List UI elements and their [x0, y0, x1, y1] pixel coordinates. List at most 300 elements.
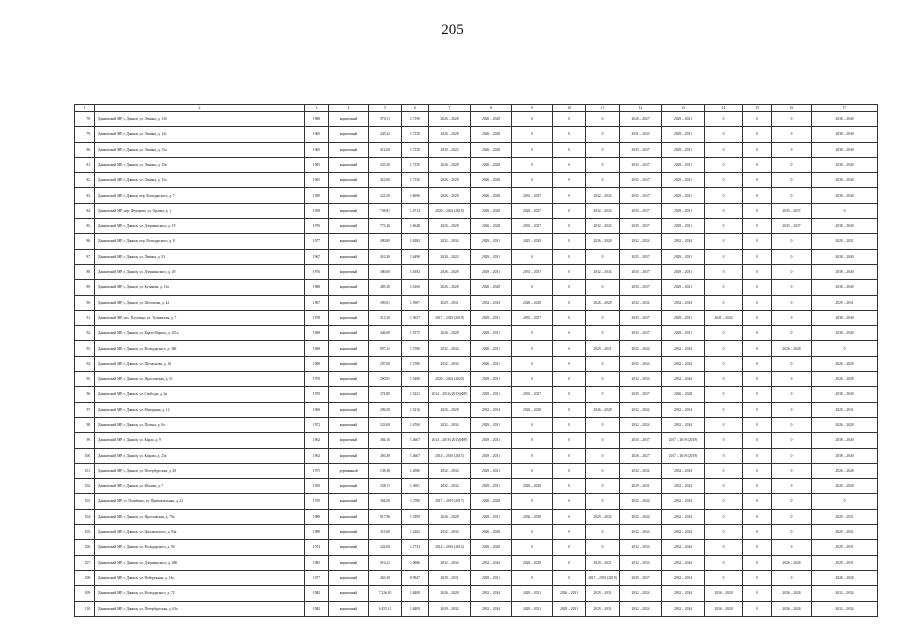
row-number: 101.: [75, 463, 95, 478]
row-number: 91.: [75, 310, 95, 325]
table-cell: 1.5907: [402, 295, 429, 310]
table-cell: 0: [772, 112, 812, 127]
table-cell: 0: [705, 402, 743, 417]
table-cell: 2026 – 2027: [512, 203, 553, 218]
table-cell: 2038 – 2040: [812, 173, 878, 188]
table-cell: 970,11: [369, 112, 402, 127]
table-cell: 2035 – 2037: [512, 188, 553, 203]
table-cell: 2032 – 2034: [620, 417, 662, 432]
table-cell: 0: [586, 326, 620, 341]
table-cell: кирпичный: [329, 356, 369, 371]
table-cell: 0: [586, 157, 620, 172]
table-cell: 2026 – 2028: [812, 570, 878, 585]
table-cell: 0: [772, 127, 812, 142]
table-cell: 315,00: [369, 525, 402, 540]
table-cell: 0: [553, 203, 586, 218]
table-cell: кирпичный: [329, 402, 369, 417]
table-cell: 0: [743, 264, 772, 279]
table-cell: 296,50: [369, 402, 402, 417]
table-cell: 0: [743, 448, 772, 463]
row-number: 107.: [75, 555, 95, 570]
table-cell: 2031 – 2033: [620, 127, 662, 142]
table-cell: 2038 – 2040: [812, 280, 878, 295]
table-cell: 0: [743, 234, 772, 249]
table-cell: 1977: [305, 570, 329, 585]
table-row: [75, 142, 878, 157]
table-cell: 2026 – 2028: [586, 234, 620, 249]
table-cell: 0: [553, 310, 586, 325]
table-cell: 0: [512, 448, 553, 463]
table-cell: 2026 – 2028: [429, 188, 471, 203]
table-row: [75, 479, 878, 494]
table-cell: 0: [705, 295, 743, 310]
table-cell: 0: [512, 127, 553, 142]
table-cell: 0: [512, 494, 553, 509]
table-cell: кирпичный: [329, 601, 369, 616]
table-row: [75, 280, 878, 295]
table-cell: 0: [512, 463, 553, 478]
table-cell: 2032 – 2034: [620, 540, 662, 555]
table-cell: 1978: [305, 310, 329, 325]
table-cell: 2026 – 2028: [471, 173, 512, 188]
table-cell: 0: [512, 540, 553, 555]
table-cell: 1969: [305, 402, 329, 417]
table-cell: 2017 – 2019 (2017): [429, 494, 471, 509]
table-cell: кирпичный: [329, 310, 369, 325]
table-cell: 2029 – 2031: [662, 310, 705, 325]
table-cell: 0: [553, 112, 586, 127]
table-cell: 0: [553, 494, 586, 509]
table-cell: 1.5575: [402, 326, 429, 341]
table-cell: кирпичный: [329, 188, 369, 203]
table-row: [75, 448, 878, 463]
table-cell: 2026 – 2028: [705, 601, 743, 616]
table-cell: 2038 – 2040: [812, 326, 878, 341]
building-address: Данковский МР, г. Данков, ул. Ленина, д. 15а: [95, 142, 305, 157]
column-number: 5: [369, 105, 402, 112]
table-cell: 2032 – 2034: [429, 555, 471, 570]
table-cell: 2035 – 2037: [620, 280, 662, 295]
table-cell: 2038 – 2040: [812, 387, 878, 402]
table-cell: 0: [743, 417, 772, 432]
table-cell: 2026 – 2028: [471, 157, 512, 172]
table-cell: 0: [743, 586, 772, 601]
table-cell: кирпичный: [329, 494, 369, 509]
table-cell: 0: [705, 234, 743, 249]
table-cell: 450,38: [369, 448, 402, 463]
table-cell: 2032 – 2034: [471, 402, 512, 417]
table-cell: 738,81: [369, 203, 402, 218]
table-cell: 1.8408: [402, 586, 429, 601]
table-cell: 2026 – 2028: [471, 188, 512, 203]
table-cell: 2032 – 2034: [620, 341, 662, 356]
table-cell: 2038 – 2040: [812, 142, 878, 157]
table-cell: 0: [743, 479, 772, 494]
table-cell: 2029 – 2031: [662, 188, 705, 203]
table-cell: 2035 – 2037: [620, 173, 662, 188]
table-cell: 374,80: [369, 387, 402, 402]
table-cell: 2038 – 2040: [812, 188, 878, 203]
table-cell: 2029 – 2031: [429, 570, 471, 585]
table-cell: 0: [553, 142, 586, 157]
table-cell: 1.4667: [402, 433, 429, 448]
table-cell: 2026 – 2028: [512, 555, 553, 570]
table-cell: 2026 – 2028: [772, 586, 812, 601]
table-cell: 1930: [305, 188, 329, 203]
table-cell: 1.1733: [402, 540, 429, 555]
table-cell: 1.7150: [402, 142, 429, 157]
column-number: 7: [429, 105, 471, 112]
table-cell: 0: [553, 463, 586, 478]
table-cell: 0: [553, 264, 586, 279]
table-cell: 1.5216: [402, 402, 429, 417]
table-cell: 2032 – 2034: [620, 234, 662, 249]
table-cell: 0: [743, 356, 772, 371]
table-cell: 0: [812, 341, 878, 356]
table-cell: 297,00: [369, 356, 402, 371]
table-cell: 2026 – 2028: [429, 280, 471, 295]
table-cell: 1.5780: [402, 356, 429, 371]
table-cell: 0: [772, 142, 812, 157]
table-cell: 2029 – 2031: [812, 402, 878, 417]
table-cell: 2032 – 2034: [662, 570, 705, 585]
table-cell: 0: [705, 112, 743, 127]
table-cell: 1.7150: [402, 173, 429, 188]
table-cell: 2026 – 2028: [429, 173, 471, 188]
table-row: [75, 494, 878, 509]
table-cell: 1977: [305, 234, 329, 249]
row-number: 108.: [75, 570, 95, 585]
table-cell: 2032 – 2034: [620, 509, 662, 524]
table-cell: 0: [772, 402, 812, 417]
column-number: 6: [402, 105, 429, 112]
table-cell: 0: [743, 326, 772, 341]
table-cell: 2029 – 2031: [471, 387, 512, 402]
table-row: [75, 264, 878, 279]
column-number: 8: [471, 105, 512, 112]
building-address: Данковский МР, г. Данков, ул. Циолковского, д. 84а: [95, 525, 305, 540]
column-number-row: [75, 105, 878, 112]
table-cell: 2014 – 2016 (2014): [429, 540, 471, 555]
table-cell: 0: [743, 463, 772, 478]
table-cell: 2029 – 2031: [662, 326, 705, 341]
table-cell: 2029 – 2031: [812, 509, 878, 524]
table-row: [75, 463, 878, 478]
table-cell: 0: [553, 157, 586, 172]
table-cell: 0: [705, 188, 743, 203]
table-cell: 2026 – 2028: [429, 509, 471, 524]
table-cell: 0: [772, 494, 812, 509]
table-cell: 2026 – 2028: [471, 112, 512, 127]
table-cell: 2026 – 2028: [471, 280, 512, 295]
table-cell: кирпичный: [329, 509, 369, 524]
table-cell: кирпичный: [329, 570, 369, 585]
table-cell: кирпичный: [329, 387, 369, 402]
table-cell: 2029 – 2031: [471, 417, 512, 432]
table-cell: 1972: [305, 417, 329, 432]
table-cell: 2026 – 2028: [471, 540, 512, 555]
table-cell: 1989: [305, 525, 329, 540]
table-cell: 0: [705, 387, 743, 402]
table-cell: 2032 – 2034: [662, 356, 705, 371]
row-number: 88.: [75, 264, 95, 279]
table-cell: 384,16: [369, 433, 402, 448]
table-cell: 916,21: [369, 555, 402, 570]
table-row: [75, 586, 878, 601]
table-cell: 1.7190: [402, 112, 429, 127]
table-cell: 2029 – 2031: [471, 509, 512, 524]
table-cell: 0: [553, 341, 586, 356]
table-cell: 2029 – 2031: [662, 264, 705, 279]
table-row: [75, 356, 878, 371]
building-address: Данковский МР, г. Данков, ул. Пугина, д. 8а: [95, 417, 305, 432]
table-cell: 2032 – 2034: [662, 295, 705, 310]
table-cell: 2029 – 2031: [812, 234, 878, 249]
table-cell: 2026 – 2028: [429, 402, 471, 417]
table-cell: 0: [553, 127, 586, 142]
table-row: [75, 188, 878, 203]
table-cell: 0: [586, 173, 620, 188]
table-cell: 0: [512, 326, 553, 341]
building-address: Данковский МР, г. Данков, пер. Володарского, д. 8: [95, 234, 305, 249]
table-cell: кирпичный: [329, 157, 369, 172]
table-cell: 0: [705, 417, 743, 432]
table-cell: 2026 – 2028: [429, 157, 471, 172]
row-number: 78.: [75, 112, 95, 127]
table-cell: 2032 – 2034: [471, 601, 512, 616]
table-cell: 2032 – 2034: [620, 372, 662, 387]
building-address: Данковский МР, г. Данков, ул. Володарского, д. 38б: [95, 341, 305, 356]
table-cell: 321,50: [369, 188, 402, 203]
row-number: 84.: [75, 203, 95, 218]
table-cell: 313,50: [369, 310, 402, 325]
table-cell: 0: [705, 249, 743, 264]
table-cell: 0: [772, 157, 812, 172]
column-number: 15: [743, 105, 772, 112]
table-cell: 2032 – 2034: [662, 555, 705, 570]
table-cell: 2032 – 2034: [429, 479, 471, 494]
table-cell: 0: [586, 494, 620, 509]
table-cell: кирпичный: [329, 341, 369, 356]
table-row: [75, 372, 878, 387]
table-cell: 0: [772, 234, 812, 249]
table-cell: 1965: [305, 157, 329, 172]
column-number: 14: [705, 105, 743, 112]
table-cell: 0: [743, 509, 772, 524]
table-cell: 0: [553, 555, 586, 570]
table-cell: 2035 – 2037: [772, 203, 812, 218]
table-cell: 1.4667: [402, 448, 429, 463]
building-address: Данковский МР, г. Данков, ул. Ленина, д. 15в: [95, 157, 305, 172]
table-cell: 2029 – 2031: [553, 601, 586, 616]
table-cell: 1967: [305, 295, 329, 310]
table-cell: 2032 – 2034: [662, 402, 705, 417]
column-number: 2: [95, 105, 305, 112]
row-number: 103.: [75, 494, 95, 509]
table-cell: кирпичный: [329, 280, 369, 295]
column-number: 13: [662, 105, 705, 112]
row-number: 79.: [75, 127, 95, 142]
table-cell: 380,60: [369, 264, 402, 279]
table-cell: 1.3780: [402, 494, 429, 509]
building-address: Данковский МР, пер. Федорова, ул. Орлова, д. 1: [95, 203, 305, 218]
table-cell: 2026 – 2028: [512, 479, 553, 494]
table-cell: 364,00: [369, 494, 402, 509]
table-cell: 2026 – 2028: [705, 586, 743, 601]
row-number: 109.: [75, 586, 95, 601]
table-cell: 2014 – 2016 (2015): [429, 448, 471, 463]
building-address: Данковский МР, г. Данков, ул. Кирова, д. 23а: [95, 448, 305, 463]
table-cell: 0: [705, 494, 743, 509]
table-cell: 2026 – 2028: [471, 142, 512, 157]
table-cell: 0: [772, 463, 812, 478]
table-row: [75, 112, 878, 127]
table-row: [75, 219, 878, 234]
table-cell: 2029 – 2031: [471, 570, 512, 585]
table-cell: 2029 – 2031: [512, 601, 553, 616]
table-cell: 1.5786: [402, 341, 429, 356]
row-number: 85.: [75, 219, 95, 234]
table-cell: 2032 – 2034: [471, 586, 512, 601]
table-cell: 2032 – 2034: [662, 479, 705, 494]
table-cell: 2029 – 2031: [471, 448, 512, 463]
table-cell: 0: [743, 372, 772, 387]
row-number: 86.: [75, 234, 95, 249]
table-cell: 0: [705, 540, 743, 555]
table-cell: 2032 – 2034: [662, 463, 705, 478]
table-cell: 2035 – 2037: [620, 157, 662, 172]
table-cell: 2029 – 2031: [586, 555, 620, 570]
table-cell: 0: [743, 127, 772, 142]
table-cell: 0: [553, 509, 586, 524]
table-cell: 0: [772, 310, 812, 325]
row-number: 98.: [75, 417, 95, 432]
table-cell: кирпичный: [329, 127, 369, 142]
table-cell: 1.0686: [402, 555, 429, 570]
table-cell: 2029 – 2031: [620, 479, 662, 494]
building-address: Данковский МР, г. Данков, ул. Ленина, д. 13б: [95, 112, 305, 127]
table-cell: 0: [743, 188, 772, 203]
building-address: Данковский МР, г. Данков, ул. Набережная, д. 14а: [95, 570, 305, 585]
table-cell: 0: [586, 540, 620, 555]
table-cell: 2035 – 2037: [512, 310, 553, 325]
table-cell: 2026 – 2031: [471, 341, 512, 356]
table-cell: 1.4580: [402, 463, 429, 478]
row-number: 81.: [75, 157, 95, 172]
table-cell: 2032 – 2034: [620, 463, 662, 478]
table-cell: 0: [772, 387, 812, 402]
table-row: [75, 310, 878, 325]
table-cell: 1968: [305, 326, 329, 341]
table-cell: 2029 – 2031: [471, 234, 512, 249]
table-cell: 0: [553, 326, 586, 341]
table-row: [75, 387, 878, 402]
table-row: [75, 509, 878, 524]
table-cell: 0: [705, 280, 743, 295]
table-cell: 2029 – 2031: [662, 157, 705, 172]
table-cell: 0.9947: [402, 570, 429, 585]
table-cell: 2026 – 2028: [812, 463, 878, 478]
table-cell: 0: [553, 356, 586, 371]
table-cell: 1.7150: [402, 127, 429, 142]
table-cell: 0: [743, 249, 772, 264]
table-cell: 0: [743, 540, 772, 555]
table-cell: 2017 – 2019 (2019): [586, 570, 620, 585]
table-cell: кирпичный: [329, 479, 369, 494]
table-cell: 0: [743, 402, 772, 417]
building-address: Данковский МР, г. Данков, ул. Кутякова, д. 13а: [95, 280, 305, 295]
table-cell: 2035 – 2034: [620, 356, 662, 371]
table-cell: 0: [772, 249, 812, 264]
table-cell: 1.6648: [402, 219, 429, 234]
table-cell: 0: [705, 448, 743, 463]
table-cell: 2038 – 2040: [812, 264, 878, 279]
table-row: [75, 295, 878, 310]
table-cell: 0: [743, 601, 772, 616]
table-cell: 1970: [305, 387, 329, 402]
table-cell: 1962: [305, 433, 329, 448]
row-number: 102.: [75, 479, 95, 494]
table-cell: 0: [772, 570, 812, 585]
table-cell: 2032 – 2034: [812, 601, 878, 616]
table-cell: кирпичный: [329, 586, 369, 601]
table-cell: 2035 – 2037: [620, 387, 662, 402]
table-cell: 0: [705, 433, 743, 448]
table-cell: 0: [772, 173, 812, 188]
table-cell: 0: [553, 188, 586, 203]
table-cell: 2032 – 2034: [662, 601, 705, 616]
table-cell: 0: [772, 433, 812, 448]
table-cell: кирпичный: [329, 234, 369, 249]
table-cell: 0: [705, 372, 743, 387]
building-address: Данковский МР, г. Данков, ул. Шолохова, д. 42: [95, 295, 305, 310]
table-cell: 0: [553, 479, 586, 494]
table-cell: 2029 – 2031: [586, 601, 620, 616]
table-row: [75, 525, 878, 540]
table-cell: 2020 – 2022 (2020): [429, 372, 471, 387]
table-cell: 2038 – 2040: [812, 157, 878, 172]
table-cell: 0: [772, 280, 812, 295]
table-cell: 0: [743, 341, 772, 356]
table-cell: 2029 – 2031: [662, 173, 705, 188]
building-address: Данковский МР, г. Данков, ул. Ярославская, д. 51: [95, 372, 305, 387]
table-cell: 0: [512, 417, 553, 432]
table-cell: 410,30: [369, 249, 402, 264]
table-cell: 2032 – 2034: [429, 341, 471, 356]
table-cell: 2029 – 2031: [471, 249, 512, 264]
table-cell: 2026 – 2028: [471, 219, 512, 234]
table-cell: 309,01: [369, 295, 402, 310]
table-cell: 290,81: [369, 372, 402, 387]
table-cell: кирпичный: [329, 525, 369, 540]
table-cell: 0: [586, 112, 620, 127]
table-cell: 1965: [305, 173, 329, 188]
row-number: 94.: [75, 356, 95, 371]
table-cell: 0: [772, 525, 812, 540]
table-row: [75, 341, 878, 356]
table-cell: 2032 – 2034: [471, 555, 512, 570]
table-cell: 445,32: [369, 127, 402, 142]
table-cell: 485,30: [369, 280, 402, 295]
row-number: 96.: [75, 387, 95, 402]
table-cell: 0: [772, 264, 812, 279]
table-cell: 0: [586, 127, 620, 142]
table-cell: 1962: [305, 448, 329, 463]
table-cell: 1989: [305, 509, 329, 524]
table-cell: 0: [705, 264, 743, 279]
table-cell: 0: [553, 249, 586, 264]
table-cell: 1983: [305, 555, 329, 570]
